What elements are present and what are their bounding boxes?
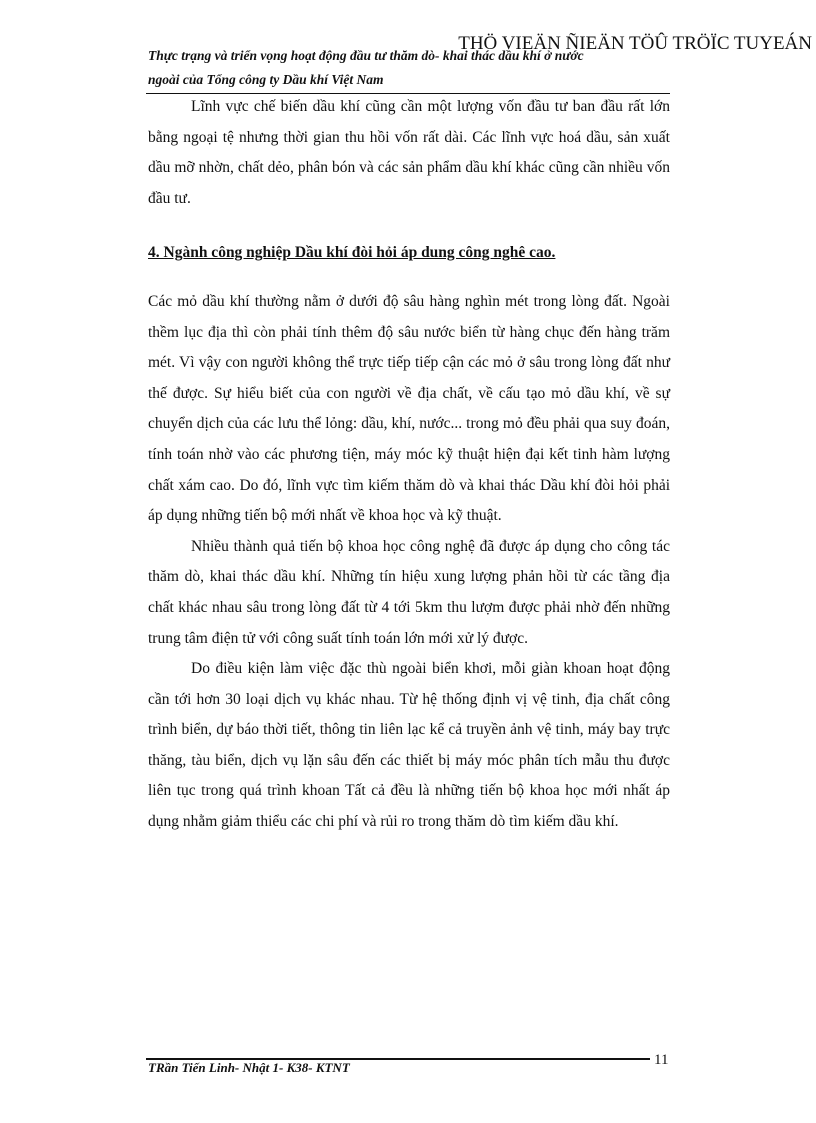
paragraph-offshore-services: Do điều kiện làm việc đặc thù ngoài biển khơi, mỗi giàn khoan hoạt động cần tới hơn 30 loại dịch vụ khác nhau. Từ hệ thống định vị vệ tinh, địa chất công trình biển, dự báo thời tiết, thông tin liên lạc kể cả truyền ảnh vệ tinh, máy bay trực thăng, tàu biển, dịch vụ lặn sâu đến các thiết bị máy móc phân tích mẫu thu được liên tục trong quá trình khoan Tất cả đều là những tiến bộ khoa học mới nhất áp dụng nhằm giảm thiểu các chi phí và rủi ro trong thăm dò tìm kiếm dầu khí.: [148, 660, 670, 831]
header-line-1: Thực trạng và triển vọng hoạt động đầu tư thăm dò- khai thác dầu khí ở nước: [148, 48, 584, 63]
footer-author: TRần Tiến Linh- Nhật 1- K38- KTNT: [148, 1060, 350, 1075]
paragraph-tech-achievements: Nhiều thành quả tiến bộ khoa học công nghệ đã được áp dụng cho công tác thăm dò, khai thác dầu khí. Những tín hiệu xung lượng phản hồi từ các tầng địa chất khác nhau sâu trong lòng đất từ 4 tới 5km thu lượm được phải nhờ đến những trung tâm điện tử với công suất tính toán lớn mới xử lý được.: [148, 537, 670, 647]
header-line-2: ngoài của Tổng công ty Dầu khí Việt Nam: [148, 72, 384, 87]
paragraph-processing-capital: Lĩnh vực chế biến dầu khí cũng cần một lượng vốn đầu tư ban đầu rất lớn bằng ngoại tệ nhưng thời gian thu hồi vốn rất dài. Các lĩnh vực hoá dầu, sản xuất dầu mỡ nhờn, chất dẻo, phân bón và các sản phẩm dầu khí khác cũng cần nhiều vốn đầu tư.: [148, 98, 670, 207]
spacer: [148, 214, 670, 238]
page-number: 11: [654, 1052, 669, 1068]
section-heading: 4. Ngành công nghiệp Dầu khí đòi hỏi áp dung công nghê cao.: [148, 244, 556, 262]
page-body: [148, 92, 670, 838]
spacer: [148, 269, 670, 287]
running-header: [148, 44, 688, 92]
watermark-text: THÖ VIEÄN ÑIEÄN TÖÛ TRÖÏC TUYEÁN: [458, 33, 812, 54]
paragraph-deep-reservoirs: Các mỏ dầu khí thường nằm ở dưới độ sâu hàng nghìn mét trong lòng đất. Ngoài thềm lục địa thì còn phải tính thêm độ sâu nước biển từ hàng chục đến hàng trăm mét. Vì vậy con người không thể trực tiếp tiếp cận các mỏ ở sâu trong lòng đất như thế được. Sự hiểu biết của con người về địa chất, về cấu tạo mỏ dầu khí, về sự chuyển dịch của các lưu thể lỏng: dầu, khí, nước... trong mỏ đều phải qua suy đoán, tính toán nhờ vào các phương tiện, máy móc kỹ thuật hiện đại kết tinh hàm lượng chất xám cao. Do đó, lĩnh vực tìm kiếm thăm dò và khai thác Dầu khí đòi hỏi phải áp dụng những tiến bộ mới nhất về khoa học và kỹ thuật.: [148, 292, 670, 525]
